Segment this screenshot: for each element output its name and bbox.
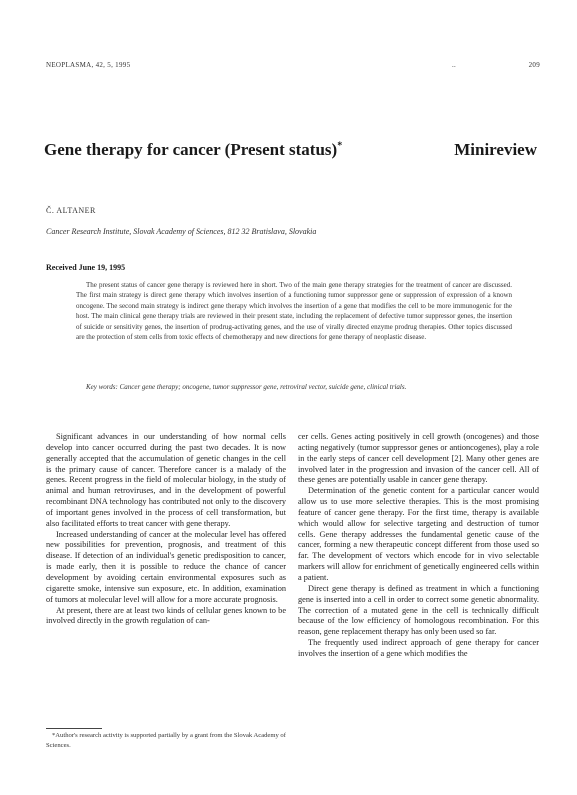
body-column-right	[298, 432, 539, 660]
received-date: Received June 19, 1995	[46, 263, 126, 272]
keywords: Key words: Cancer gene therapy; oncogene, tumor suppressor gene, retroviral vector, suicide gene, clinical trials.	[86, 383, 407, 391]
article-title-text: Gene therapy for cancer (Present status)	[44, 140, 338, 159]
paragraph: Significant advances in our understanding of how normal cells develop into cancer occurred during the past two decades. It is now generally accepted that the accumulation of genetic changes in the cell is the primary cause of cancer. Therefore cancer is a malady of the genes. Recent progress in the field of molecular biology, in the study of animal and human retroviruses, and in the development of powerful recombinant DNA technology has contributed not only to the discovery of important genes involved in the process of cell transformation, but also facilitated efforts to treat cancer with gene therapy.	[46, 432, 286, 528]
title-footnote-mark: *	[337, 140, 343, 152]
paragraph: Direct gene therapy is defined as treatment in which a functioning gene is inserted into a cell in order to correct some genetic abnormality. The correction of a mutated gene in the cell is technically difficult because of the low efficiency of homologous recombination. For this reason, gene replacement therapy has only been used so far.	[298, 583, 539, 637]
affiliation: Cancer Research Institute, Slovak Academy of Sciences, 812 32 Bratislava, Slovakia	[46, 227, 317, 236]
paragraph: Determination of the genetic content for a particular cancer would allow us to use more selective therapies. This is the most promising feature of cancer gene therapy. For the first time, therapy is available which would allow for selective targeting and destruction of tumor cells. Gene therapy addresses the fundamental genetic cause of the cancer, forming a new therapeutic concept different from those used so far. The development of vectors which encode for in vivo selectable markers will allow for enrichment of genetically engineered cells within a patient.	[298, 486, 539, 582]
paragraph: cer cells. Genes acting positively in cell growth (oncogenes) and those acting negatively (tumor suppressor genes or antioncogenes), play a role in the early steps of cancer cell development [2]. Many other genes are involved later in the progression and invasion of the cancer cell. All of these genes are potentially usable in cancer gene therapy.	[298, 432, 539, 485]
section-label: Minireview	[454, 140, 537, 159]
body-column-left	[46, 432, 286, 627]
header-dots: ..	[452, 61, 457, 69]
footnote: *Author's research activity is supported partially by a grant from the Slovak Academy of Sciences.	[46, 732, 286, 749]
journal-running-head: NEOPLASMA, 42, 5, 1995	[46, 61, 131, 69]
page-number: 209	[528, 61, 540, 69]
paragraph: At present, there are at least two kinds of cellular genes known to be involved directly in the growth regulation of can-	[46, 605, 286, 626]
paragraph: The frequently used indirect approach of gene therapy for cancer involves the insertion of a gene which modifies the	[298, 638, 539, 658]
abstract: The present status of cancer gene therapy is reviewed here in short. Two of the main gene therapy strategies for the treatment of cancer are discussed. The first main strategy is direct gene therapy which involves insertion of a functioning tumor suppressor gene or suppression of expression of a known oncogene. The second main strategy is indirect gene therapy which involves the insertion of a gene that modifies the cell to be more immunogenic for the host. The main clinical gene therapy trials are reviewed in their present state, including the replacement of defective tumor suppressor genes, the insertion of suicide or sensitivity genes, the insertion of prodrug-activating genes, and the use of virally directed enzyme prodrug therapies. Other topics discussed are the protection of stem cells from toxic effects of chemotherapy and new directions for gene therapy of neoplastic disease.	[76, 281, 512, 342]
footnote-rule	[46, 728, 102, 729]
paragraph: Increased understanding of cancer at the molecular level has offered new possibilities for prevention, prognosis, and treatment of this disease. If detection of an individual's genetic predisposition to cancer, is made early, then it is possible to reduce the chance of cancer development by avoiding certain environmental exposures such as cigarette smoke, intensive sun exposure, etc. In addition, examination of tumors at molecular level will allow for a more accurate prognosis.	[46, 529, 286, 604]
author: Č. ALTANER	[46, 206, 96, 215]
article-title	[44, 140, 342, 160]
